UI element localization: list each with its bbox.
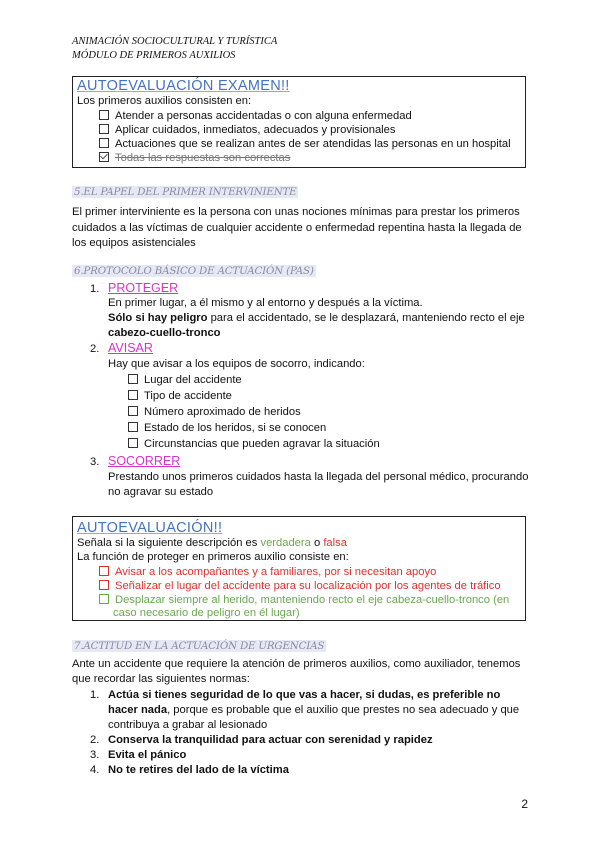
rule-text bbox=[108, 689, 500, 701]
true-word: verdadera bbox=[260, 537, 311, 549]
rule-text: contribuya a grabar al lesionado bbox=[108, 719, 268, 731]
box-title: AUTOEVALUACIÓN!! bbox=[77, 520, 223, 536]
quiz-option-false[interactable] bbox=[99, 566, 436, 578]
step-text bbox=[108, 312, 525, 324]
page-number: 2 bbox=[521, 797, 528, 811]
checklist-label: Circunstancias que pueden agravar la situación bbox=[144, 438, 380, 450]
list-number: 1. bbox=[90, 283, 100, 295]
checkbox-icon[interactable] bbox=[128, 422, 138, 432]
checkbox-icon[interactable] bbox=[128, 374, 138, 384]
step-text-rest: para el accidentado, se le desplazará, manteniendo recto el eje bbox=[207, 312, 525, 324]
step-title-help: SOCORRER bbox=[108, 454, 181, 468]
bold-text: Actúa si tienes seguridad de lo que vas a hacer, si dudas, es preferible no bbox=[108, 689, 501, 701]
section-heading-first-responder: 5.EL PAPEL DEL PRIMER INTERVINIENTE bbox=[74, 186, 297, 198]
step-text: Hay que avisar a los equipos de socorro, indicando: bbox=[108, 358, 365, 370]
step-text: no agravar su estado bbox=[108, 486, 214, 498]
paragraph-line: cuidados a las víctimas de cualquier accidente o enfermedad repentina hasta la llegada de bbox=[72, 221, 522, 234]
checklist-item[interactable] bbox=[128, 406, 301, 418]
list-number: 2. bbox=[90, 343, 100, 355]
step-text-bold bbox=[108, 327, 221, 339]
option-label: Aplicar cuidados, inmediatos, adecuados y provisionales bbox=[115, 124, 396, 136]
rule-text-rest: , porque es probable que el auxilio que prestes no sea adecuado y que bbox=[167, 704, 520, 716]
quiz-option[interactable] bbox=[99, 138, 511, 150]
bold-text: Conserva la tranquilidad para actuar con serenidad y rapidez bbox=[108, 734, 433, 746]
bold-text: hacer nada bbox=[108, 704, 168, 716]
paragraph-line: Ante un accidente que requiere la atención de primeros auxilios, como auxiliador, tenemos bbox=[72, 658, 521, 670]
checkbox-icon[interactable] bbox=[99, 594, 109, 604]
list-number: 3. bbox=[90, 749, 100, 761]
checkbox-icon[interactable] bbox=[99, 110, 109, 120]
quiz-option-true[interactable] bbox=[99, 594, 509, 606]
paragraph-line: El primer interviniente es la persona con unas nociones mínimas para prestar los primeros bbox=[72, 206, 520, 218]
option-label-continued: caso necesario de peligro en él lugar) bbox=[113, 607, 300, 619]
checked-checkbox-icon[interactable] bbox=[99, 152, 109, 162]
checklist-label: Estado de los heridos, si se conocen bbox=[144, 422, 327, 434]
bold-text: Evita el pánico bbox=[108, 749, 187, 761]
checkbox-icon[interactable] bbox=[99, 124, 109, 134]
box-title: AUTOEVALUACIÓN EXAMEN!! bbox=[77, 78, 290, 94]
option-label: Señalizar el lugar del accidente para su localización por los agentes de tráfico bbox=[115, 580, 501, 592]
list-number: 3. bbox=[90, 456, 100, 468]
quiz-option[interactable] bbox=[99, 124, 395, 136]
option-label: Todas las respuestas son correctas bbox=[115, 152, 291, 164]
checkbox-icon[interactable] bbox=[99, 580, 109, 590]
bold-text: Sólo si hay peligro bbox=[108, 312, 208, 324]
self-assessment-exam-box bbox=[72, 76, 526, 168]
step-text: Prestando unos primeros cuidados hasta la llegada del personal médico, procurando bbox=[108, 471, 529, 483]
bold-text: cabezo-cuello-tronco bbox=[108, 327, 221, 339]
running-header-title: ANIMACIÓN SOCIOCULTURAL Y TURÍSTICA bbox=[72, 36, 278, 47]
checklist-item[interactable] bbox=[128, 374, 242, 386]
section-paragraph bbox=[72, 205, 532, 252]
quiz-option[interactable] bbox=[99, 110, 412, 122]
checkbox-icon[interactable] bbox=[128, 438, 138, 448]
false-word: falsa bbox=[323, 537, 347, 549]
checklist-item[interactable] bbox=[128, 422, 326, 434]
section-heading-emergency-attitude: 7.ACTITUD EN LA ACTUACIÓN DE URGENCIAS bbox=[74, 640, 325, 652]
option-label: Atender a personas accidentadas o con alguna enfermedad bbox=[115, 110, 412, 122]
self-assessment-box bbox=[72, 516, 526, 621]
rule-text bbox=[108, 734, 433, 746]
running-header-module: MÓDULO DE PRIMEROS AUXILIOS bbox=[72, 50, 236, 61]
checkbox-icon[interactable] bbox=[128, 390, 138, 400]
option-label: Actuaciones que se realizan antes de ser atendidas las personas en un hospital bbox=[115, 138, 511, 150]
paragraph-line: que recordar las siguientes normas: bbox=[72, 673, 250, 685]
bold-text: No te retires del lado de la víctima bbox=[108, 764, 289, 776]
checkbox-icon[interactable] bbox=[128, 406, 138, 416]
instruction-text: Señala si la siguiente descripción es bbox=[77, 537, 261, 549]
checkbox-icon[interactable] bbox=[99, 138, 109, 148]
checklist-label: Lugar del accidente bbox=[144, 374, 242, 386]
box-question: Los primeros auxilios consisten en: bbox=[77, 95, 252, 107]
rule-text bbox=[108, 764, 289, 776]
box-instruction bbox=[77, 537, 347, 549]
rule-text bbox=[108, 704, 519, 716]
list-number: 4. bbox=[90, 764, 100, 776]
checkbox-icon[interactable] bbox=[99, 566, 109, 576]
rule-text bbox=[108, 749, 186, 761]
checklist-label: Número aproximado de heridos bbox=[144, 406, 301, 418]
option-label: Desplazar siempre al herido, manteniendo recto el eje cabeza-cuello-tronco (en bbox=[115, 594, 510, 606]
section-heading-pas-protocol: 6.PROTOCOLO BÁSICO DE ACTUACIÓN (PAS) bbox=[74, 265, 314, 277]
quiz-option-false[interactable] bbox=[99, 580, 501, 592]
checklist-label: Tipo de accidente bbox=[144, 390, 232, 402]
step-title-alert: AVISAR bbox=[108, 341, 153, 355]
quiz-option-correct[interactable] bbox=[99, 152, 290, 164]
step-title-protect: PROTEGER bbox=[108, 281, 179, 295]
or-word: o bbox=[310, 537, 324, 549]
step-text: En primer lugar, a él mismo y al entorno y después a la víctima. bbox=[108, 297, 423, 309]
list-number: 1. bbox=[90, 689, 100, 701]
option-label: Avisar a los acompañantes y a familiares, por si necesitan apoyo bbox=[115, 566, 437, 578]
checklist-item[interactable] bbox=[128, 390, 232, 402]
box-question: La función de proteger en primeros auxilio consiste en: bbox=[77, 551, 349, 563]
paragraph-line: los equipos asistenciales bbox=[72, 237, 196, 249]
list-number: 2. bbox=[90, 734, 100, 746]
checklist-item[interactable] bbox=[128, 438, 380, 450]
